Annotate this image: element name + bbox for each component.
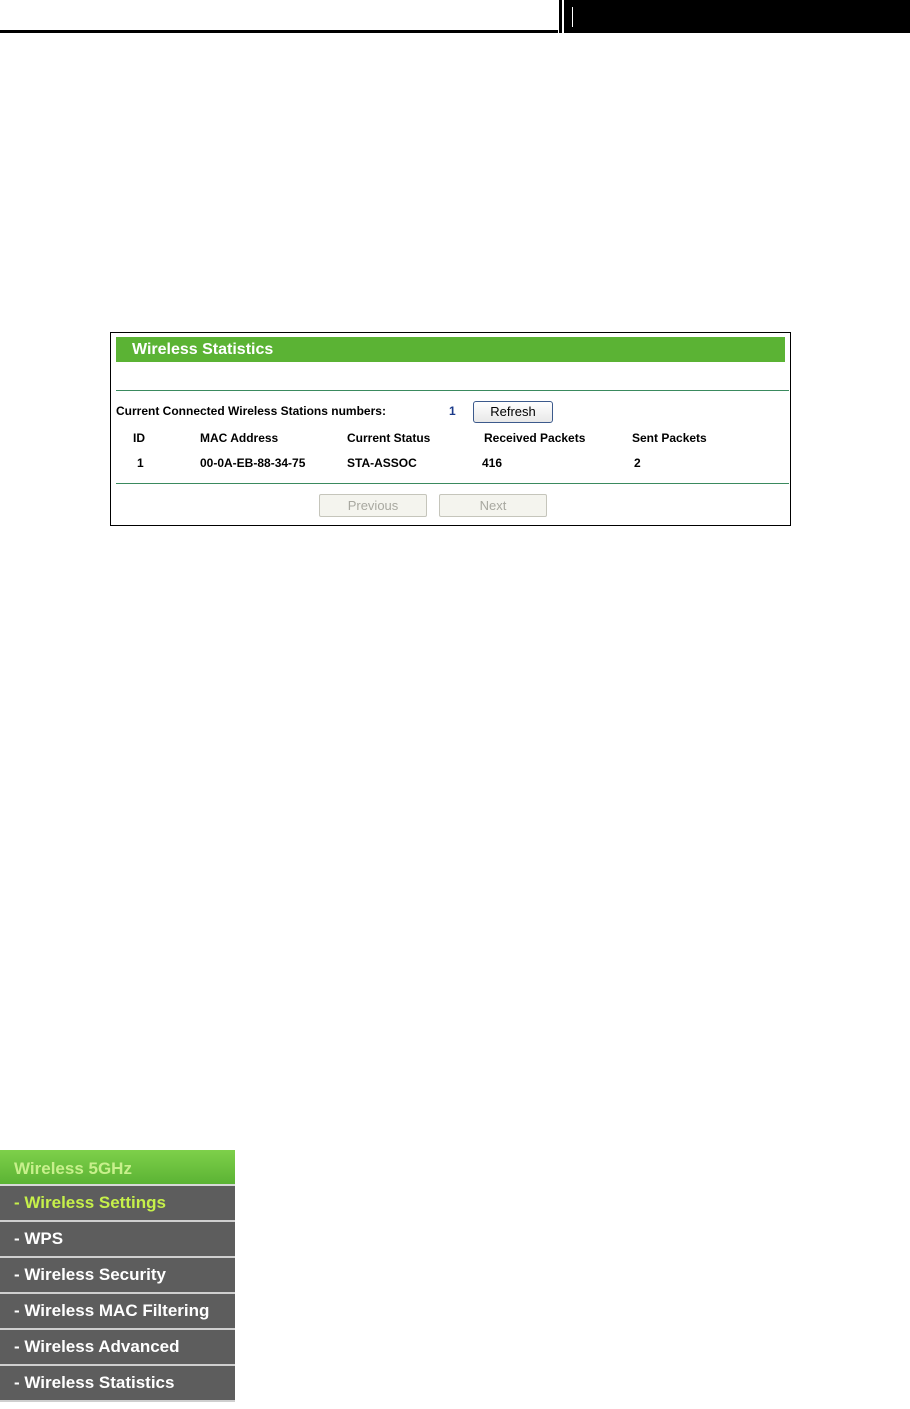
next-button[interactable]: Next [439,494,547,517]
menu-item-wireless-mac-filtering[interactable]: - Wireless MAC Filtering [0,1294,235,1330]
column-header-received-packets: Received Packets [484,431,586,445]
menu-item-wps[interactable]: - WPS [0,1222,235,1258]
column-header-sent-packets: Sent Packets [632,431,707,445]
stations-count-value: 1 [449,404,456,418]
cell-id: 1 [137,456,144,470]
cell-current-status: STA-ASSOC [347,456,417,470]
cell-received-packets: 416 [482,456,503,470]
header-bar-inner-line [572,7,903,27]
menu-header-wireless-5ghz[interactable]: Wireless 5GHz [0,1150,235,1186]
menu-item-wireless-advanced[interactable]: - Wireless Advanced [0,1330,235,1366]
column-header-id: ID [133,431,145,445]
menu-item-wireless-settings[interactable]: - Wireless Settings [0,1186,235,1222]
menu-item-wireless-security[interactable]: - Wireless Security [0,1258,235,1294]
refresh-button[interactable]: Refresh [473,401,553,423]
wireless-5ghz-menu [0,1150,235,1402]
panel-title: Wireless Statistics [116,337,785,362]
panel-divider-bottom [116,483,789,484]
cell-sent-packets: 2 [634,456,641,470]
stations-count-label: Current Connected Wireless Stations numbers: [116,404,386,418]
menu-item-wireless-statistics[interactable]: - Wireless Statistics [0,1366,235,1402]
column-header-mac-address: MAC Address [200,431,279,445]
cell-mac-address: 00-0A-EB-88-34-75 [200,456,306,470]
header-divider [559,0,562,33]
header-rule [0,30,558,33]
wireless-statistics-panel [110,332,791,526]
panel-divider-top [116,390,789,391]
previous-button[interactable]: Previous [319,494,427,517]
column-header-current-status: Current Status [347,431,431,445]
